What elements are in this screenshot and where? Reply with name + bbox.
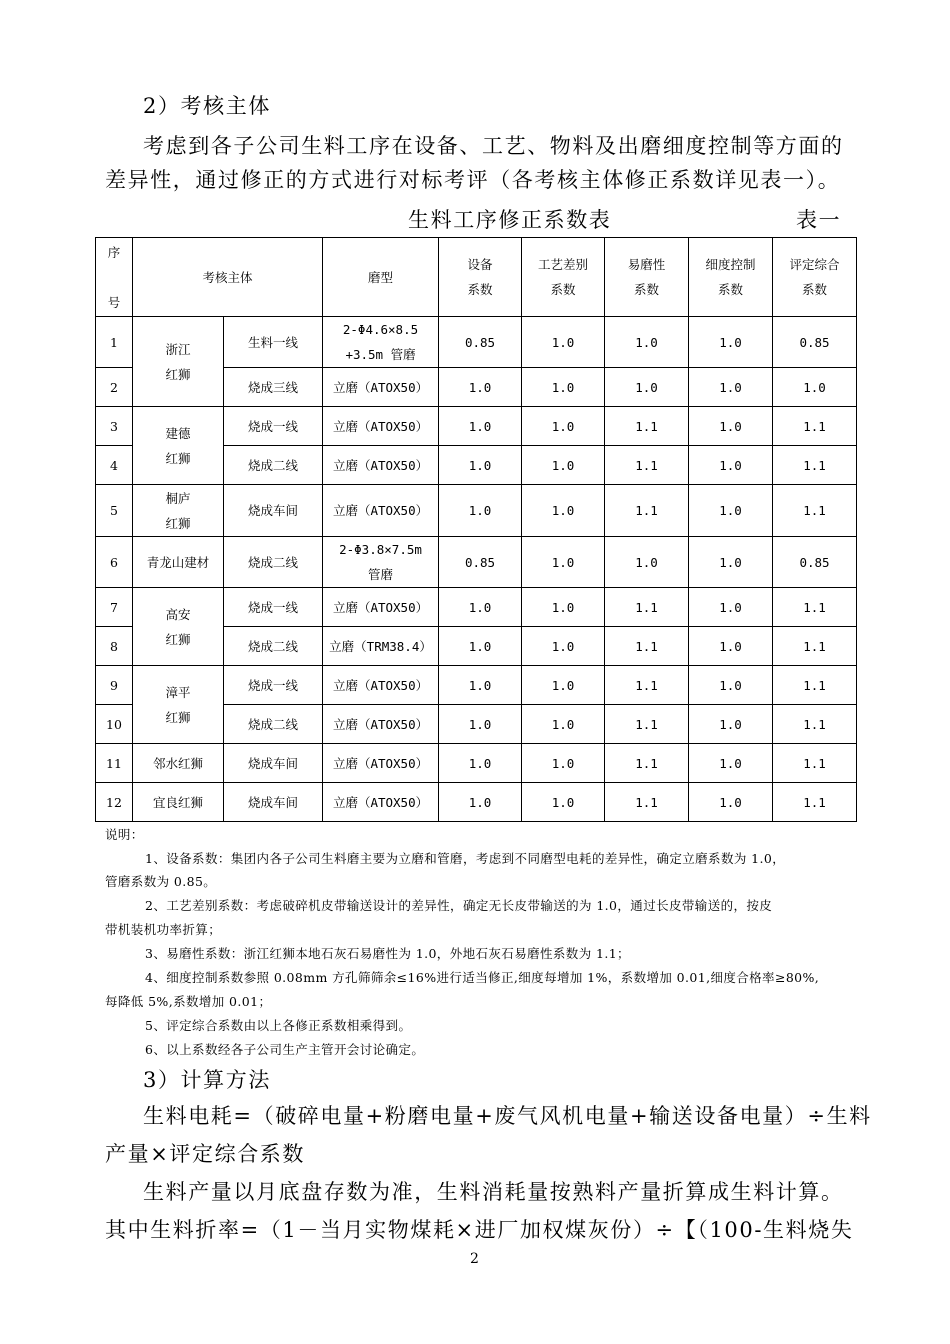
mill-type-part: 立磨（ATOX50） (332, 794, 429, 810)
table-row (96, 666, 857, 705)
company-name-part: 青龙山建材 (146, 554, 210, 570)
mill-type-part: 立磨（ATOX50） (332, 457, 429, 473)
row-number: 1 (96, 317, 133, 368)
equipment-coef: 1.0 (439, 368, 522, 407)
output-paragraph-line-1: 生料产量以月底盘存数为准，生料消耗量按熟料产量折算成生料计算。 (143, 1180, 844, 1204)
overall-coef: 0.85 (773, 317, 857, 368)
equipment-coef: 1.0 (439, 588, 522, 627)
fineness-coef: 1.0 (689, 368, 773, 407)
overall-coef: 1.1 (773, 705, 857, 744)
company-name-part: 高安 (165, 606, 191, 622)
intro-paragraph-line-2: 差异性，通过修正的方式进行对标考评（各考核主体修正系数详见表一）。 (105, 168, 841, 192)
mill-type-part: 立磨（ATOX50） (332, 599, 429, 615)
table-row (96, 407, 857, 446)
company-name-part: 建德 (165, 425, 191, 441)
header-seq: 序 号 (96, 238, 133, 317)
grindability-coef: 1.0 (605, 317, 689, 368)
mill-type (323, 368, 439, 407)
company-name-part: 桐庐 (165, 490, 191, 506)
fineness-coef: 1.0 (689, 588, 773, 627)
mill-type (323, 627, 439, 666)
row-number: 8 (96, 627, 133, 666)
note-2-line-2: 带机装机功率折算； (105, 922, 222, 937)
process-coef: 1.0 (522, 537, 605, 588)
note-2-line-1: 2、工艺差别系数：考虑破碎机皮带输送设计的差异性，确定无长皮带输送的为 1.0，通过长皮带输送的，按皮 (145, 898, 773, 913)
production-line: 烧成车间 (224, 744, 323, 783)
table-row (96, 537, 857, 588)
grindability-coef: 1.1 (605, 407, 689, 446)
formula-line-2: 产量×评定综合系数 (105, 1142, 305, 1166)
note-6: 6、以上系数经各子公司生产主管开会讨论确定。 (145, 1042, 425, 1057)
equipment-coef: 1.0 (439, 627, 522, 666)
note-1-line-2: 管磨系数为 0.85。 (105, 874, 217, 889)
grindability-coef: 1.1 (605, 627, 689, 666)
fineness-coef: 1.0 (689, 537, 773, 588)
grindability-coef: 1.0 (605, 368, 689, 407)
header-process-coef: 工艺差别 系数 (522, 238, 605, 317)
note-1-line-1: 1、设备系数：集团内各子公司生料磨主要为立磨和管磨，考虑到不同磨型电耗的差异性，确定立磨系数为 1.0， (145, 851, 786, 866)
equipment-coef: 1.0 (439, 744, 522, 783)
header-equipment-coef: 设备 系数 (439, 238, 522, 317)
company-name (133, 744, 224, 783)
process-coef: 1.0 (522, 446, 605, 485)
mill-type (323, 317, 439, 368)
equipment-coef: 1.0 (439, 446, 522, 485)
overall-coef: 1.1 (773, 407, 857, 446)
mill-type (323, 705, 439, 744)
mill-type-part: 2-Φ3.8×7.5m (339, 542, 422, 557)
mill-type (323, 666, 439, 705)
grindability-coef: 1.1 (605, 485, 689, 537)
grindability-coef: 1.1 (605, 666, 689, 705)
note-4-line-2: 每降低 5%,系数增加 0.01； (105, 994, 272, 1009)
company-name-part: 宜良红狮 (152, 794, 203, 810)
production-line: 烧成车间 (224, 485, 323, 537)
company-name-part: 红狮 (165, 631, 191, 647)
fineness-coef: 1.0 (689, 407, 773, 446)
fineness-coef: 1.0 (689, 705, 773, 744)
row-number: 3 (96, 407, 133, 446)
equipment-coef: 0.85 (439, 537, 522, 588)
row-number: 9 (96, 666, 133, 705)
equipment-coef: 1.0 (439, 705, 522, 744)
grindability-coef: 1.1 (605, 744, 689, 783)
row-number: 10 (96, 705, 133, 744)
fineness-coef: 1.0 (689, 783, 773, 822)
grindability-coef: 1.1 (605, 705, 689, 744)
row-number: 6 (96, 537, 133, 588)
table-label: 表一 (796, 208, 842, 232)
fineness-coef: 1.0 (689, 627, 773, 666)
company-name-part: 邻水红狮 (152, 755, 203, 771)
production-line: 烧成二线 (224, 446, 323, 485)
company-name (133, 666, 224, 744)
company-name (133, 783, 224, 822)
company-name-part: 红狮 (165, 450, 191, 466)
correction-coefficient-table (95, 237, 857, 822)
process-coef: 1.0 (522, 368, 605, 407)
note-4-line-1: 4、细度控制系数参照 0.08mm 方孔筛筛余≤16%进行适当修正,细度每增加 1%，系数增加 0.01,细度合格率≥80%, (145, 970, 820, 985)
row-number: 7 (96, 588, 133, 627)
overall-coef: 1.1 (773, 485, 857, 537)
row-number: 2 (96, 368, 133, 407)
process-coef: 1.0 (522, 705, 605, 744)
mill-type (323, 588, 439, 627)
production-line: 烧成三线 (224, 368, 323, 407)
mill-type-part: +3.5m 管磨 (345, 347, 416, 362)
equipment-coef: 1.0 (439, 407, 522, 446)
header-mill-type: 磨型 (323, 238, 439, 317)
mill-type (323, 446, 439, 485)
row-number: 12 (96, 783, 133, 822)
note-3: 3、易磨性系数：浙江红狮本地石灰石易磨性为 1.0，外地石灰石易磨性系数为 1.1； (145, 946, 630, 961)
overall-coef: 1.1 (773, 627, 857, 666)
grindability-coef: 1.1 (605, 783, 689, 822)
notes-label: 说明： (105, 827, 144, 842)
grindability-coef: 1.1 (605, 588, 689, 627)
company-name (133, 537, 224, 588)
grindability-coef: 1.0 (605, 537, 689, 588)
process-coef: 1.0 (522, 744, 605, 783)
mill-type-part: 立磨（ATOX50） (332, 755, 429, 771)
production-line: 生料一线 (224, 317, 323, 368)
intro-paragraph-line-1: 考虑到各子公司生料工序在设备、工艺、物料及出磨细度控制等方面的 (143, 134, 844, 158)
equipment-coef: 1.0 (439, 666, 522, 705)
company-name-part: 红狮 (165, 709, 191, 725)
process-coef: 1.0 (522, 485, 605, 537)
mill-type-part: 立磨（TRM38.4） (329, 638, 432, 654)
production-line: 烧成车间 (224, 783, 323, 822)
table-row (96, 588, 857, 627)
section-3-heading: 3）计算方法 (143, 1068, 271, 1092)
grindability-coef: 1.1 (605, 446, 689, 485)
fineness-coef: 1.0 (689, 317, 773, 368)
page-number: 2 (470, 1251, 479, 1267)
process-coef: 1.0 (522, 627, 605, 666)
table-row (96, 744, 857, 783)
process-coef: 1.0 (522, 407, 605, 446)
overall-coef: 1.0 (773, 368, 857, 407)
header-subject: 考核主体 (133, 238, 323, 317)
row-number: 5 (96, 485, 133, 537)
mill-type (323, 485, 439, 537)
production-line: 烧成二线 (224, 537, 323, 588)
mill-type-part: 立磨（ATOX50） (332, 379, 429, 395)
company-name-part: 红狮 (165, 515, 191, 531)
company-name-part: 浙江 (165, 341, 191, 357)
equipment-coef: 1.0 (439, 485, 522, 537)
equipment-coef: 0.85 (439, 317, 522, 368)
mill-type-part: 立磨（ATOX50） (332, 503, 429, 518)
overall-coef: 0.85 (773, 537, 857, 588)
note-5: 5、评定综合系数由以上各修正系数相乘得到。 (145, 1018, 412, 1033)
table-row (96, 783, 857, 822)
mill-type-part: 管磨 (368, 567, 394, 582)
row-number: 11 (96, 744, 133, 783)
mill-type (323, 407, 439, 446)
process-coef: 1.0 (522, 588, 605, 627)
fineness-coef: 1.0 (689, 446, 773, 485)
overall-coef: 1.1 (773, 744, 857, 783)
company-name (133, 407, 224, 485)
mill-type (323, 744, 439, 783)
fineness-coef: 1.0 (689, 744, 773, 783)
table-title: 生料工序修正系数表 (408, 208, 612, 232)
process-coef: 1.0 (522, 317, 605, 368)
row-number: 4 (96, 446, 133, 485)
process-coef: 1.0 (522, 666, 605, 705)
table-header-row (96, 238, 857, 317)
company-name (133, 588, 224, 666)
header-overall-coef: 评定综合 系数 (773, 238, 857, 317)
overall-coef: 1.1 (773, 446, 857, 485)
table-row (96, 485, 857, 537)
equipment-coef: 1.0 (439, 783, 522, 822)
process-coef: 1.0 (522, 783, 605, 822)
overall-coef: 1.1 (773, 666, 857, 705)
production-line: 烧成一线 (224, 588, 323, 627)
company-name-part: 漳平 (165, 684, 191, 700)
mill-type-part: 立磨（ATOX50） (332, 418, 429, 434)
table-row (96, 317, 857, 368)
company-name (133, 485, 224, 537)
mill-type (323, 537, 439, 588)
production-line: 烧成二线 (224, 705, 323, 744)
header-fineness-coef: 细度控制 系数 (689, 238, 773, 317)
mill-type-part: 立磨（ATOX50） (332, 716, 429, 732)
section-2-heading: 2）考核主体 (143, 94, 271, 118)
overall-coef: 1.1 (773, 588, 857, 627)
company-name-part: 红狮 (165, 366, 191, 382)
formula-line-1: 生料电耗=（破碎电量+粉磨电量+废气风机电量+输送设备电量）÷生料 (143, 1104, 872, 1128)
mill-type-part: 2-Φ4.6×8.5 (342, 322, 419, 337)
header-grindability-coef: 易磨性 系数 (605, 238, 689, 317)
overall-coef: 1.1 (773, 783, 857, 822)
production-line: 烧成一线 (224, 407, 323, 446)
mill-type-part: 立磨（ATOX50） (332, 677, 429, 693)
company-name (133, 317, 224, 407)
fineness-coef: 1.0 (689, 666, 773, 705)
mill-type (323, 783, 439, 822)
output-paragraph-line-2: 其中生料折率=（1－当月实物煤耗×进厂加权煤灰份）÷【（100-生料烧失 (105, 1218, 854, 1242)
production-line: 烧成一线 (224, 666, 323, 705)
fineness-coef: 1.0 (689, 485, 773, 537)
production-line: 烧成二线 (224, 627, 323, 666)
